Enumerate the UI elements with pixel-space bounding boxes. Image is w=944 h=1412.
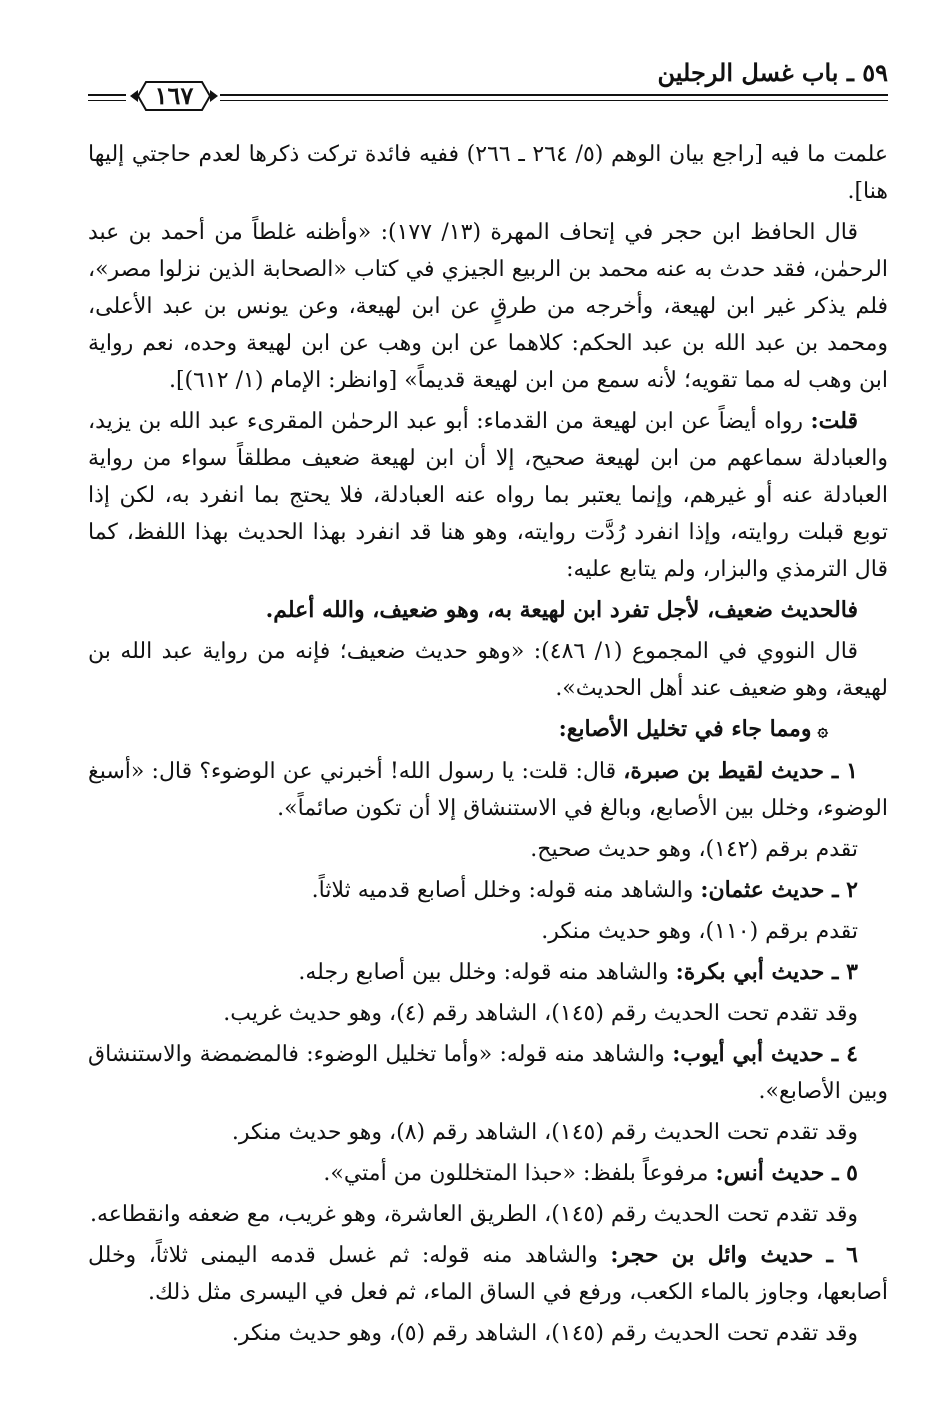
paragraph-lead: ٤ ـ حديث أبي أيوب:: [672, 1041, 858, 1067]
header-rule: [88, 94, 126, 96]
page-body: [88, 136, 888, 1356]
paragraph: وقد تقدم تحت الحديث رقم (١٤٥)، الشاهد رقم (٥)، وهو حديث منكر.: [231, 1321, 858, 1346]
list-item: ٢ ـ حديث عثمان: والشاهد منه قوله: وخلل أصابع قدميه ثلاثاً.: [311, 877, 858, 903]
paragraph-lead: ١ ـ حديث لقيط بن صبرة،: [623, 758, 858, 784]
list-item: ٣ ـ حديث أبي بكرة: والشاهد منه قوله: وخلل بين أصابع رجله.: [298, 959, 858, 985]
page-number-badge: [128, 76, 220, 116]
list-item: ٤ ـ حديث أبي أيوب: والشاهد منه قوله: «وأما تخليل الوضوء: فالمضمضة والاستنشاق وبين الأصابع».: [88, 1041, 888, 1104]
list-item: ١ ـ حديث لقيط بن صبرة، قال: قلت: يا رسول الله! أخبرني عن الوضوء؟ قال: «أسبغ الوضوء، وخلل بين الأصابع، وبالغ في الاستنشاق إلا أن تكون صائماً».: [88, 758, 888, 821]
paragraph-lead: ٦ ـ حديث وائل بن حجر:: [610, 1242, 858, 1268]
paragraph: علمت ما فيه [راجع بيان الوهم (٥/ ٢٦٤ ـ ٢٦٦) ففيه فائدة تركت ذكرها لعدم حاجتي إليها هنا].: [88, 142, 889, 204]
paragraph: قلت: رواه أيضاً عن ابن لهيعة من القدماء: أبو عبد الرحمٰن المقرىء عبد الله بن يزيد، والعبادلة سماعهم من ابن لهيعة صحيح، إلا أن ابن لهيعة ضعيف مطلقاً سواء من رواية العبادلة عنه أو غيرهم، وإنما يعتبر بما رواه عنه العبادلة، فلا يحتج بما انفرد به، لكن إذا توبع قبلت روايته، وإذا انفرد رُدَّت روايته، وهو هنا قد انفرد بهذا الحديث بهذا اللفظ، كما قال الترمذي والبزار، ولم يتابع عليه:: [88, 408, 888, 582]
chapter-title: ٥٩ ـ باب غسل الرجلين: [657, 58, 888, 87]
verdict-paragraph: فالحديث ضعيف، لأجل تفرد ابن لهيعة به، وهو ضعيف، والله أعلم.: [265, 597, 858, 623]
paragraph: قال النووي في المجموع (١/ ٤٨٦): «وهو حديث ضعيف؛ فإنه من رواية عبد الله بن لهيعة، وهو ضعيف عند أهل الحديث».: [88, 639, 888, 701]
paragraph-lead: ٥ ـ حديث أنس:: [715, 1160, 858, 1186]
paragraph-lead: ٢ ـ حديث عثمان:: [700, 877, 858, 903]
paragraph-lead: قلت:: [810, 408, 858, 434]
header-rule: [88, 100, 126, 101]
list-item: ٥ ـ حديث أنس: مرفوعاً بلفظ: «حبذا المتخللون من أمتي».: [323, 1160, 858, 1186]
paragraph: وقد تقدم تحت الحديث رقم (١٤٥)، الطريق العاشرة، وهو غريب، مع ضعفه وانقطاعه.: [90, 1202, 858, 1227]
paragraph: قال الحافظ ابن حجر في إتحاف المهرة (١٣/ ١٧٧): «وأظنه غلطاً من أحمد بن عبد الرحمٰن، فقد حدث به عنه محمد بن الربيع الجيزي في كتاب «الصحابة الذين نزلوا مصر»، فلم يذكر غير ابن لهيعة، وأخرجه من طرقٍ عن ابن لهيعة، وعن يونس بن عبد الأعلى، ومحمد بن عبد الله بن عبد الحكم: كلاهما عن ابن وهب عن ابن لهيعة وحده، نعم رواية ابن وهب له مما تقويه؛ لأنه سمع من ابن لهيعة قديماً» [وانظر: الإمام (١/ ٦١٢)].: [88, 220, 888, 393]
header-rule: [220, 100, 888, 101]
list-item: ٦ ـ حديث وائل بن حجر: والشاهد منه قوله: ثم غسل قدمه اليمنى ثلاثاً، وخلل أصابعها، وجاوز بالماء الكعب، ورفع في الساق الماء، ثم فعل في اليسرى مثل ذلك.: [88, 1242, 888, 1305]
paragraph: تقدم برقم (١١٠)، وهو حديث منكر.: [541, 919, 858, 944]
section-heading: ۞ومما جاء في تخليل الأصابع:: [88, 711, 888, 749]
section-mark-icon: ۞: [817, 720, 828, 741]
paragraph: تقدم برقم (١٤٢)، وهو حديث صحيح.: [530, 837, 858, 862]
paragraph: وقد تقدم تحت الحديث رقم (١٤٥)، الشاهد رقم (٨)، وهو حديث منكر.: [231, 1120, 858, 1145]
page-number: ١٦٧: [154, 81, 194, 110]
paragraph: وقد تقدم تحت الحديث رقم (١٤٥)، الشاهد رقم (٤)، وهو حديث غريب.: [223, 1001, 858, 1026]
page-header: [88, 56, 888, 116]
header-rule: [220, 94, 888, 96]
paragraph-lead: ٣ ـ حديث أبي بكرة:: [675, 959, 858, 985]
